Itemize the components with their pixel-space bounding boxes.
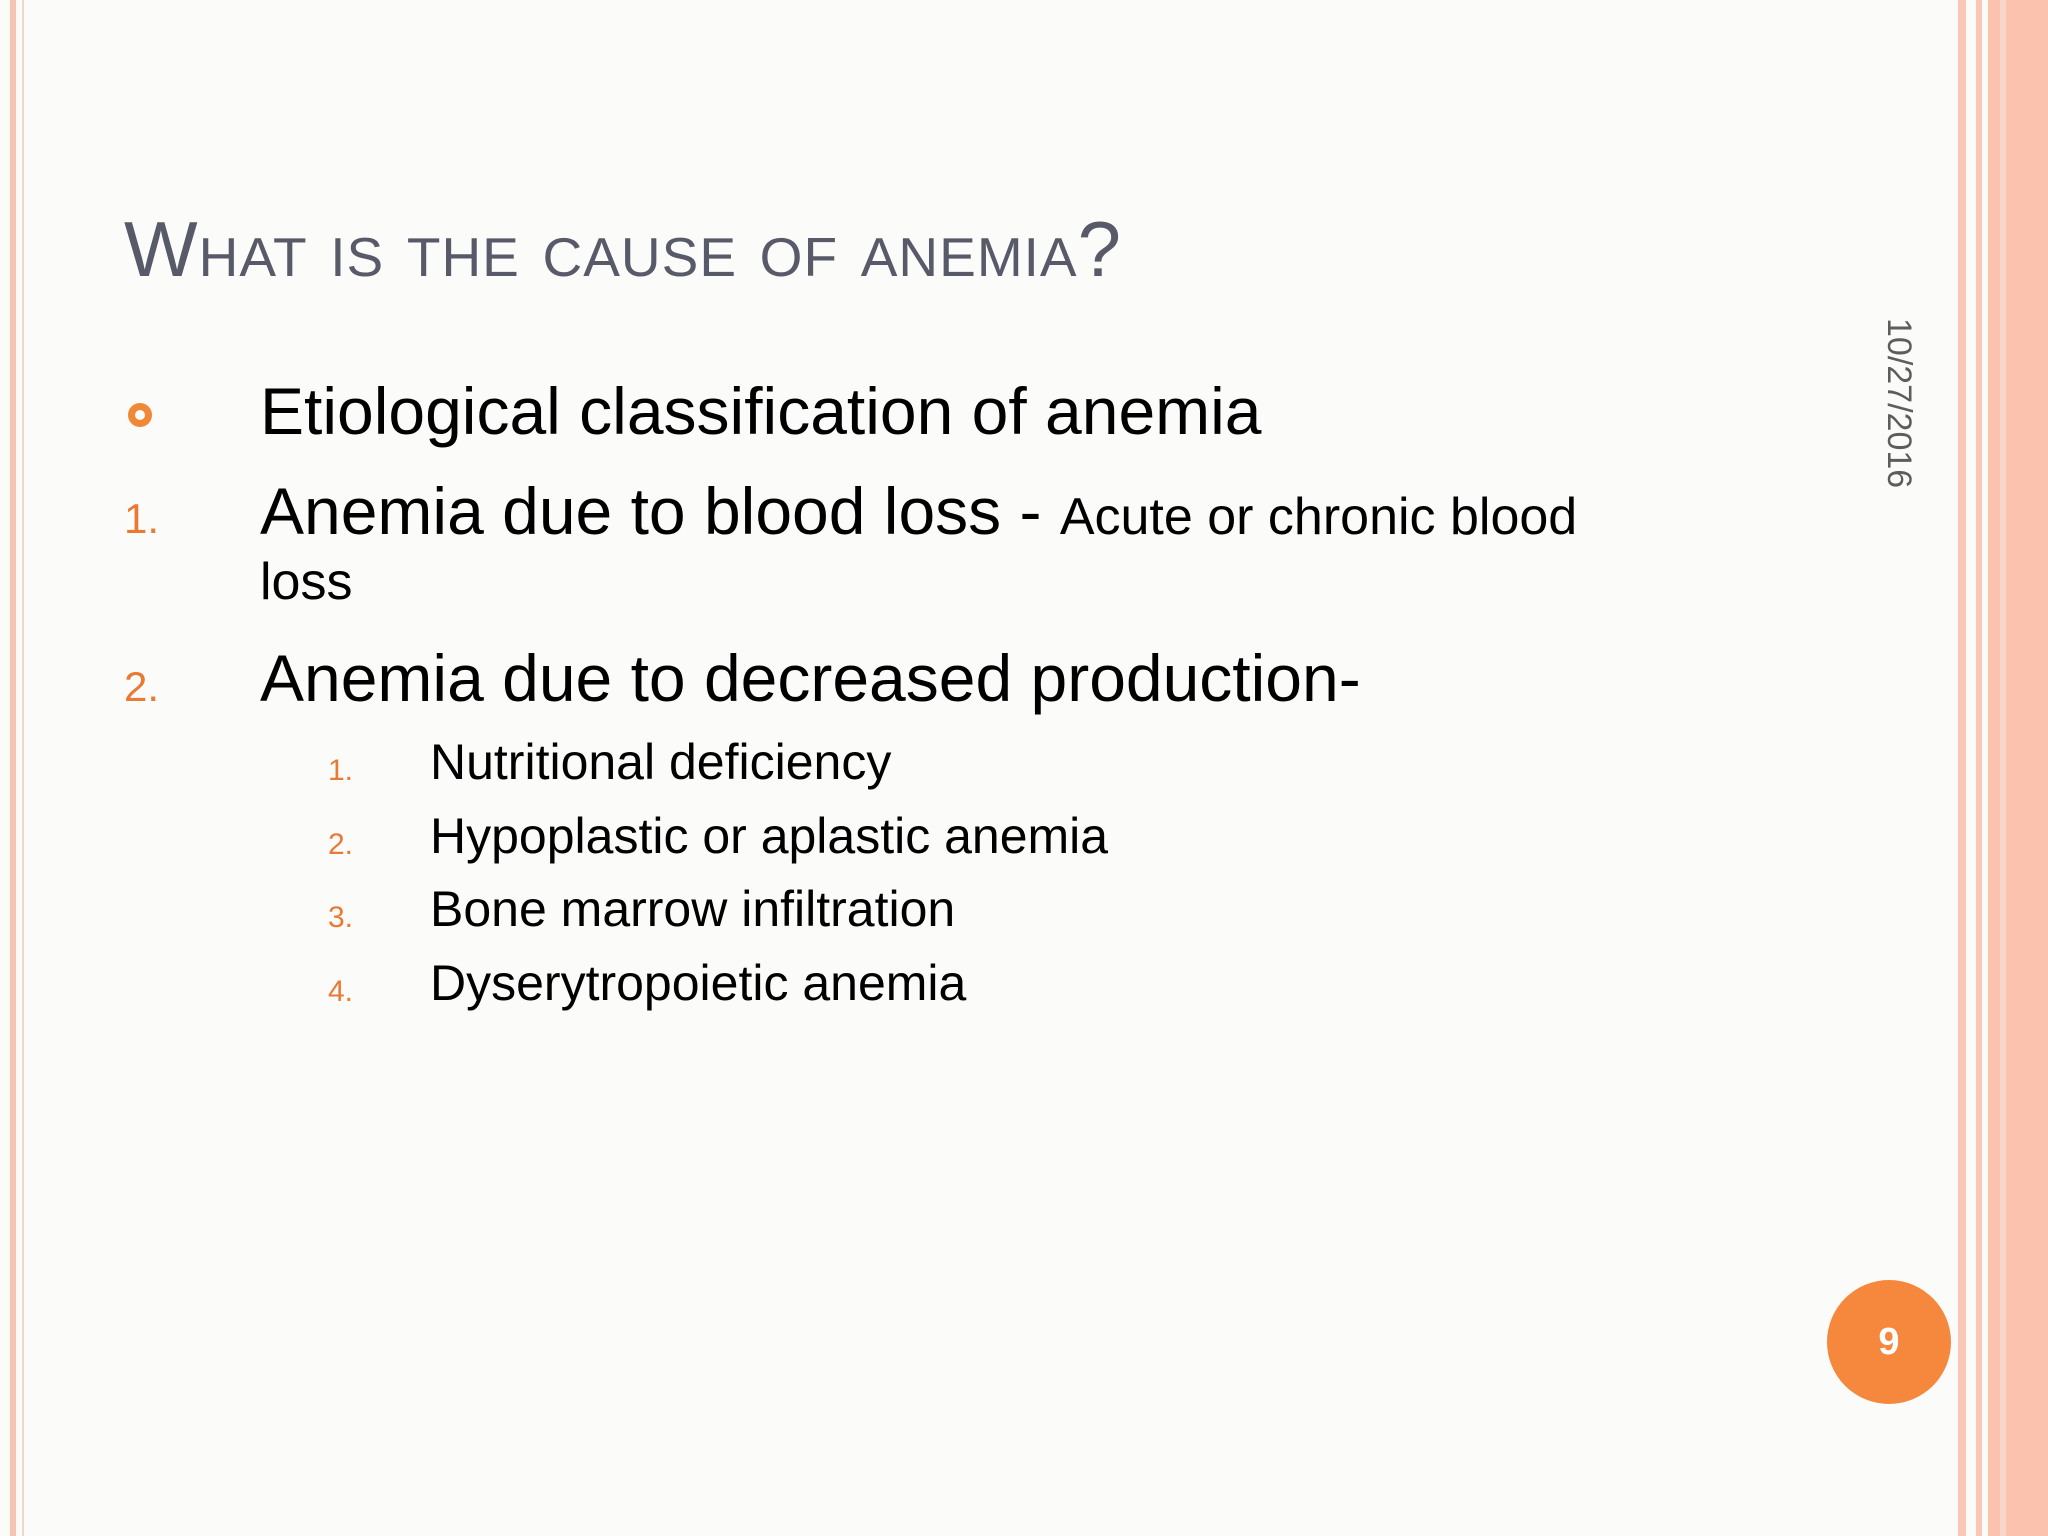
item-1-lead: Anemia due to blood loss - xyxy=(260,474,1060,548)
subitem-1-label: Nutritional deficiency xyxy=(430,734,892,790)
item-2-number: 2. xyxy=(124,663,160,710)
list-item xyxy=(260,474,1577,550)
subitem-3-number: 3. xyxy=(328,901,354,934)
right-border-stripe xyxy=(1976,0,1982,1536)
ring-bullet-icon xyxy=(128,403,152,427)
item-1-number: 1. xyxy=(124,495,160,542)
subitem-1-number: 1. xyxy=(328,754,354,787)
right-border-stripe xyxy=(1958,0,1966,1536)
slide-title: What is the cause of anemia? xyxy=(124,205,1122,293)
left-border-stripe xyxy=(10,0,16,1536)
left-border-stripe-thin xyxy=(22,0,24,1536)
classification-heading: Etiological classification of anemia xyxy=(260,374,1262,448)
subitem-4-label: Dyserytropoietic anemia xyxy=(430,955,967,1011)
right-border-stripe-light xyxy=(2000,0,2006,1536)
subitem-2-number: 2. xyxy=(328,828,354,861)
item-1-detail-continued: loss xyxy=(260,553,353,611)
subitem-2-label: Hypoplastic or aplastic anemia xyxy=(430,808,1109,864)
right-border-band xyxy=(1988,0,2048,1536)
slide-date: 10/27/2016 xyxy=(1880,318,1918,489)
subitem-3-label: Bone marrow infiltration xyxy=(430,881,956,937)
item-1-detail: Acute or chronic blood xyxy=(1059,488,1578,546)
page-number-badge: 9 xyxy=(1827,1280,1951,1404)
subitem-4-number: 4. xyxy=(328,975,354,1008)
item-2-lead: Anemia due to decreased production- xyxy=(260,641,1361,715)
